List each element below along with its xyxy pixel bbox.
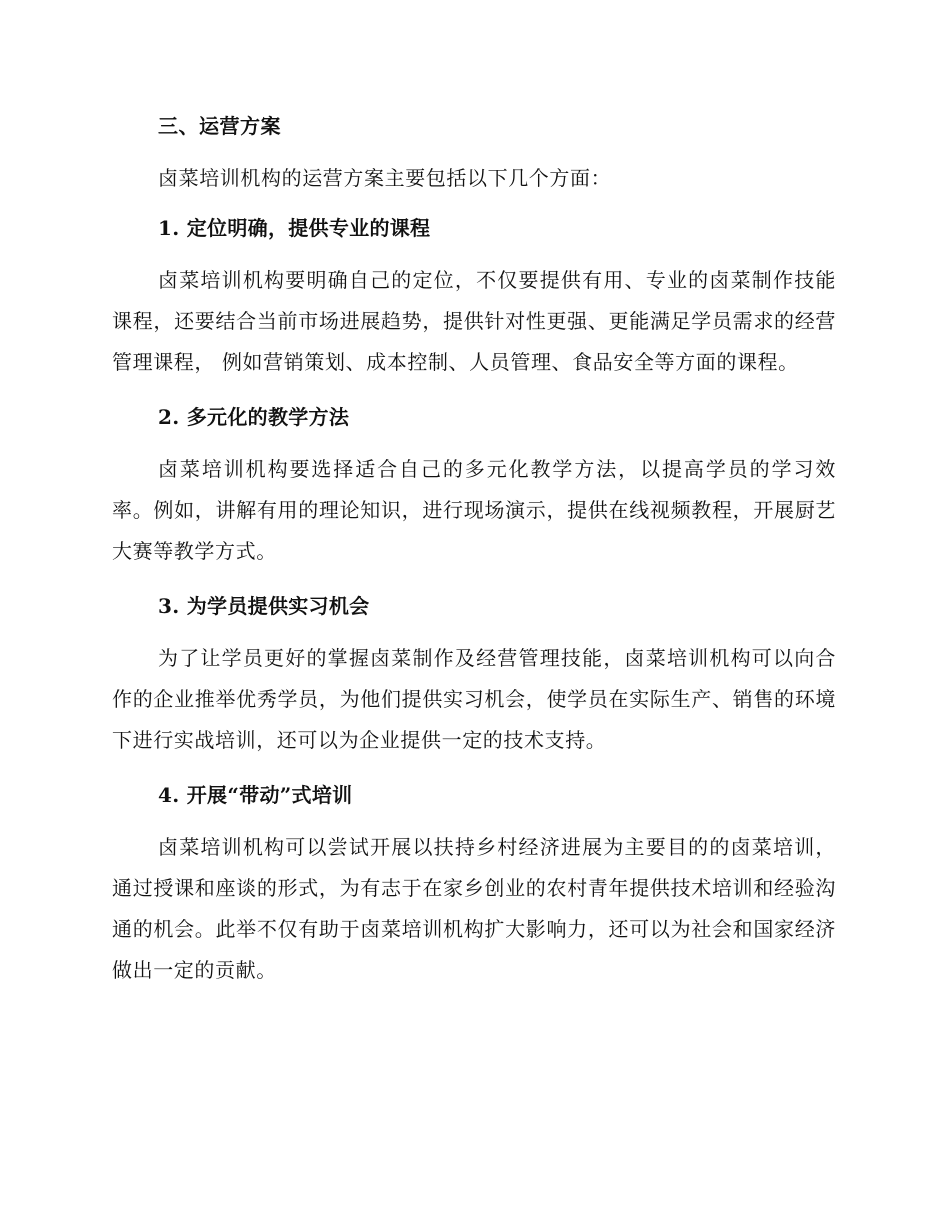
- item-heading-1: 1. 定位明确，提供专业的课程: [158, 216, 431, 240]
- item-body-4: 卤菜培训机构可以尝试开展以扶持乡村经济进展为主要目的的卤菜培训，通过授课和座谈的形式，为有志于在家乡创业的农村青年提供技术培训和经验沟通的机会。此举不仅有助于卤菜培训机构扩大影响力，还可以为社会和国家经济做出一定的贡献。: [112, 835, 836, 982]
- document-page: [112, 108, 836, 1007]
- item-body-1: 卤菜培训机构要明确自己的定位，不仅要提供有用、专业的卤菜制作技能课程，还要结合当前市场进展趋势，提供针对性更强、更能满足学员需求的经营管理课程， 例如营销策划、成本控制、人员管理、食品安全等方面的课程。: [112, 268, 836, 374]
- item-body-3: 为了让学员更好的掌握卤菜制作及经营管理技能，卤菜培训机构可以向合作的企业推举优秀学员，为他们提供实习机会，使学员在实际生产、销售的环境下进行实战培训，还可以为企业提供一定的技术支持。: [112, 646, 836, 752]
- section-heading: 三、运营方案: [158, 114, 281, 138]
- item-heading-3: 3. 为学员提供实习机会: [158, 594, 370, 618]
- item-heading-2: 2. 多元化的教学方法: [158, 405, 350, 429]
- item-body-2: 卤菜培训机构要选择适合自己的多元化教学方法，以提高学员的学习效率。例如，讲解有用的理论知识，进行现场演示，提供在线视频教程，开展厨艺大赛等教学方式。: [112, 457, 836, 563]
- item-heading-4: 4. 开展“带动”式培训: [158, 783, 353, 807]
- section-intro: 卤菜培训机构的运营方案主要包括以下几个方面：: [158, 166, 612, 190]
